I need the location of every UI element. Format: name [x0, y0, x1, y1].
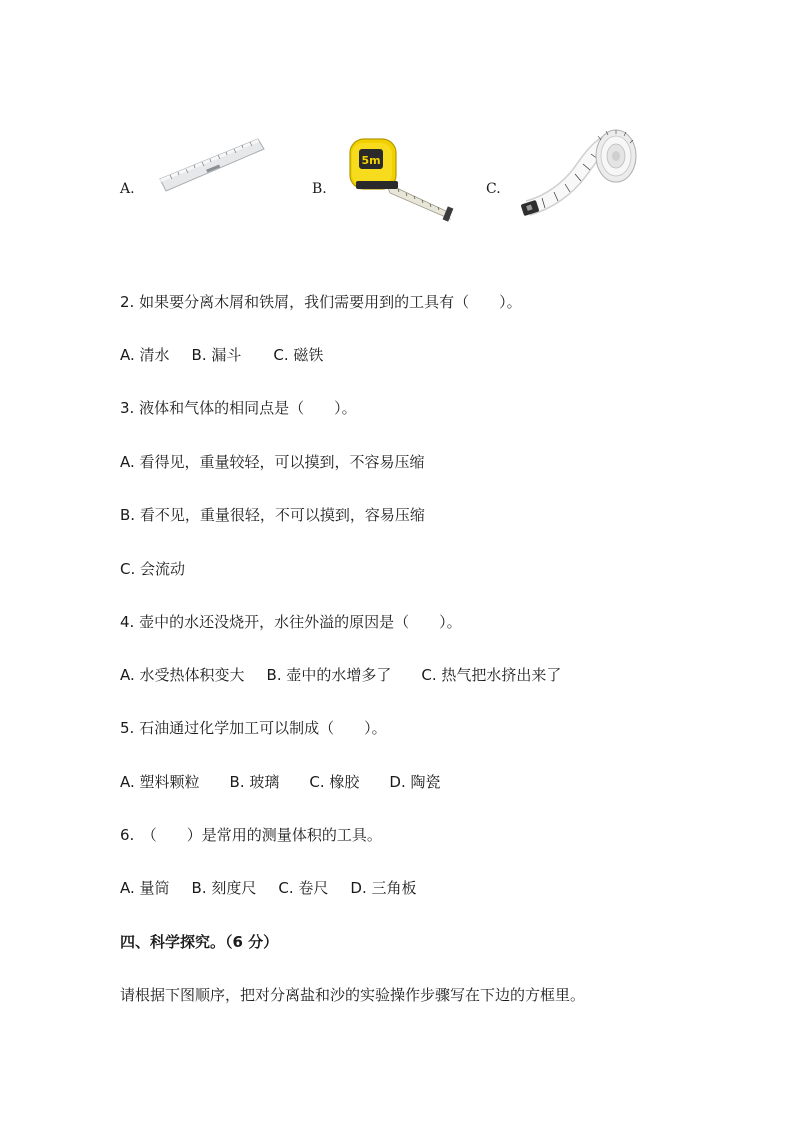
q2-option-c[interactable]: C. 磁铁 [273, 346, 324, 364]
q3-option-c[interactable]: C. 会流动 [120, 560, 186, 578]
q2-option-b[interactable]: B. 漏斗 [191, 346, 242, 364]
ruler-icon [158, 135, 268, 195]
q1-option-b-label: B. [312, 181, 327, 197]
q1-option-a-label: A. [120, 181, 135, 197]
q5-option-b[interactable]: B. 玻璃 [229, 773, 280, 791]
q2-options [120, 345, 323, 365]
q6-option-b[interactable]: B. 刻度尺 [191, 879, 257, 897]
q6-options [120, 878, 416, 898]
q5-question: 5. 石油通过化学加工可以制成（ ）。 [120, 719, 387, 737]
q1-option-c-label: C. [486, 181, 501, 197]
q5-options [120, 772, 440, 792]
q4-option-c[interactable]: C. 热气把水挤出来了 [421, 666, 562, 684]
q6-option-a[interactable]: A. 量筒 [120, 879, 170, 897]
q3-option-b[interactable]: B. 看不见，重量很轻，不可以摸到，容易压缩 [120, 506, 425, 524]
q6-question: 6. （ ）是常用的测量体积的工具。 [120, 826, 382, 844]
tape-badge: 5m [361, 154, 381, 167]
q4-options [120, 665, 561, 685]
q4-option-b[interactable]: B. 壶中的水增多了 [266, 666, 392, 684]
q6-option-c[interactable]: C. 卷尺 [278, 879, 329, 897]
section-4-title: 四、科学探究。（6 分） [120, 933, 279, 951]
tape-measure-icon [346, 133, 458, 225]
section-4-instruction: 请根据下图顺序，把对分离盐和沙的实验操作步骤写在下边的方框里。 [120, 986, 586, 1004]
q4-question: 4. 壶中的水还没烧开，水往外溢的原因是（ ）。 [120, 613, 462, 631]
q6-option-d[interactable]: D. 三角板 [350, 879, 417, 897]
q3-option-a[interactable]: A. 看得见，重量较轻，可以摸到，不容易压缩 [120, 453, 425, 471]
q5-option-c[interactable]: C. 橡胶 [309, 773, 360, 791]
q5-option-a[interactable]: A. 塑料颗粒 [120, 773, 200, 791]
q2-question: 2. 如果要分离木屑和铁屑，我们需要用到的工具有（ ）。 [120, 293, 522, 311]
q2-option-a[interactable]: A. 清水 [120, 346, 170, 364]
q5-option-d[interactable]: D. 陶瓷 [389, 773, 441, 791]
soft-tape-measure-icon [520, 122, 640, 226]
q3-question: 3. 液体和气体的相同点是（ ）。 [120, 399, 357, 417]
q4-option-a[interactable]: A. 水受热体积变大 [120, 666, 245, 684]
